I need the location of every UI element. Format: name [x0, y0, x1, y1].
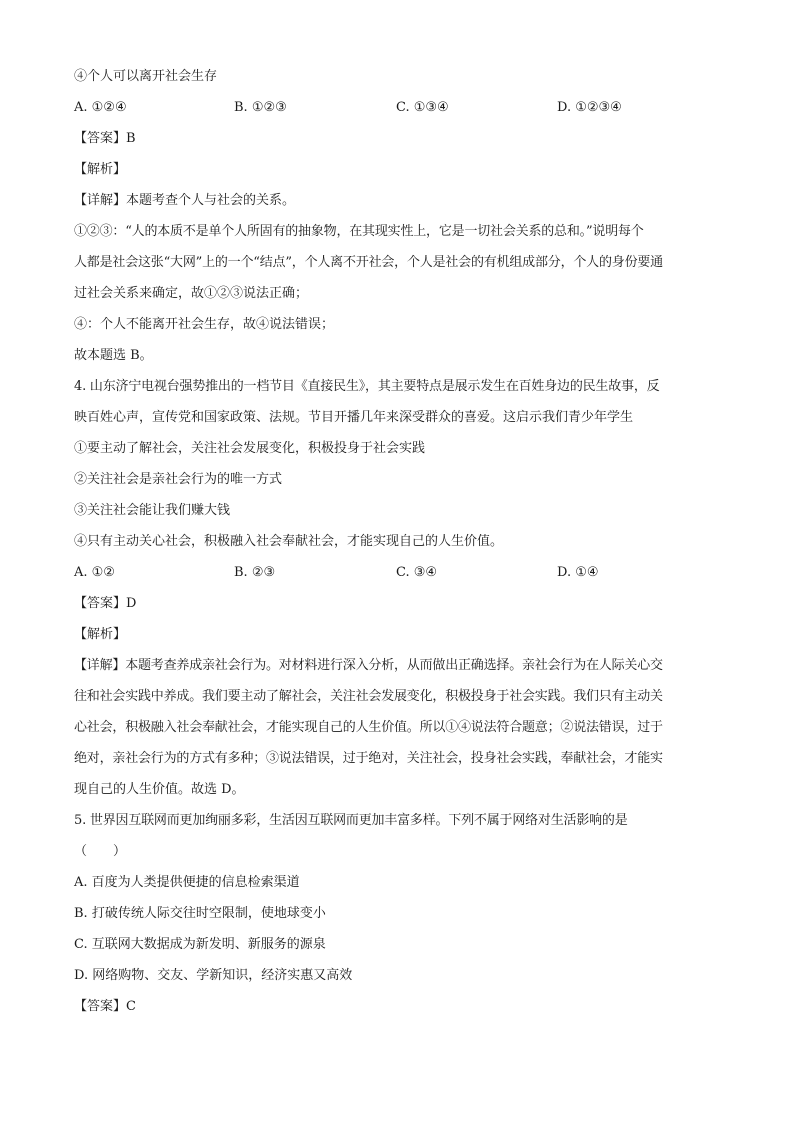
answer-label: 【答案】B — [74, 131, 136, 146]
explain-line: 绝对，亲社会行为的方式有多种；③说法错误，过于绝对，关注社会，投身社会实践，奉献社会，才能实 — [74, 751, 663, 766]
option-a: A. ①② — [74, 565, 115, 580]
option-a: A. ①②④ — [74, 100, 127, 115]
question-item-4: ④个人可以离开社会生存 — [74, 69, 218, 84]
explain-line: ①②③：“人的本质不是单个人所固有的抽象物，在其现实性上，它是一切社会关系的总和。”说明每个 — [74, 224, 644, 239]
option-c: C. ①③④ — [396, 100, 449, 115]
option-d: D. ①②③④ — [557, 100, 622, 115]
question-4-item: ①要主动了解社会，关注社会发展变化，积极投身于社会实践 — [74, 441, 426, 456]
option-c: C. ③④ — [396, 565, 438, 580]
explain-line: 【详解】本题考查养成亲社会行为。对材料进行深入分析，从而做出正确选择。亲社会行为在人际关心交 — [74, 658, 663, 673]
option-d: D. ①④ — [557, 565, 599, 580]
option-b: B. ②③ — [234, 565, 276, 580]
explain-line: 现自己的人生价值。故选 D。 — [74, 782, 245, 797]
answer-parentheses: （ ） — [74, 844, 127, 859]
answer-label: 【答案】C — [74, 999, 136, 1014]
explain-line: 故本题选 B。 — [74, 348, 153, 363]
answer-label: 【答案】D — [74, 596, 137, 611]
explain-line: ④：个人不能离开社会生存，故④说法错误； — [74, 317, 335, 332]
question-4-stem: 4. 山东济宁电视台强势推出的一档节目《直接民生》，其主要特点是展示发生在百姓身边的民生故事，反 — [74, 379, 660, 394]
option-b: B. 打破传统人际交往时空限制，使地球变小 — [74, 906, 326, 921]
option-b: B. ①②③ — [234, 100, 287, 115]
option-c: C. 互联网大数据成为新发明、新服务的源泉 — [74, 937, 326, 952]
analysis-label: 【解析】 — [74, 627, 127, 642]
question-5-stem: 5. 世界因互联网而更加绚丽多彩，生活因互联网而更加丰富多样。下列不属于网络对生活影响的是 — [74, 813, 628, 828]
question-4-stem: 映百姓心声，宣传党和国家政策、法规。节目开播几年来深受群众的喜爱。这启示我们青少年学生 — [74, 410, 634, 425]
detail-line: 【详解】本题考查个人与社会的关系。 — [74, 193, 296, 208]
question-4-item: ②关注社会是亲社会行为的唯一方式 — [74, 472, 283, 487]
question-4-item: ④只有主动关心社会，积极融入社会奉献社会，才能实现自己的人生价值。 — [74, 534, 504, 549]
analysis-label: 【解析】 — [74, 162, 127, 177]
explain-line: 人都是社会这张“大网”上的一个“结点”，个人离不开社会，个人是社会的有机组成部分，个人的身份要通 — [74, 255, 663, 270]
explain-line: 心社会，积极融入社会奉献社会，才能实现自己的人生价值。所以①④说法符合题意；②说法错误，过于 — [74, 720, 663, 735]
explain-line: 过社会关系来确定，故①②③说法正确； — [74, 286, 309, 301]
question-4-item: ③关注社会能让我们赚大钱 — [74, 503, 231, 518]
explain-line: 往和社会实践中养成。我们要主动了解社会，关注社会发展变化，积极投身于社会实践。我们只有主动关 — [74, 689, 663, 704]
option-d: D. 网络购物、交友、学新知识，经济实惠又高效 — [74, 968, 353, 983]
option-a: A. 百度为人类提供便捷的信息检索渠道 — [74, 875, 300, 890]
